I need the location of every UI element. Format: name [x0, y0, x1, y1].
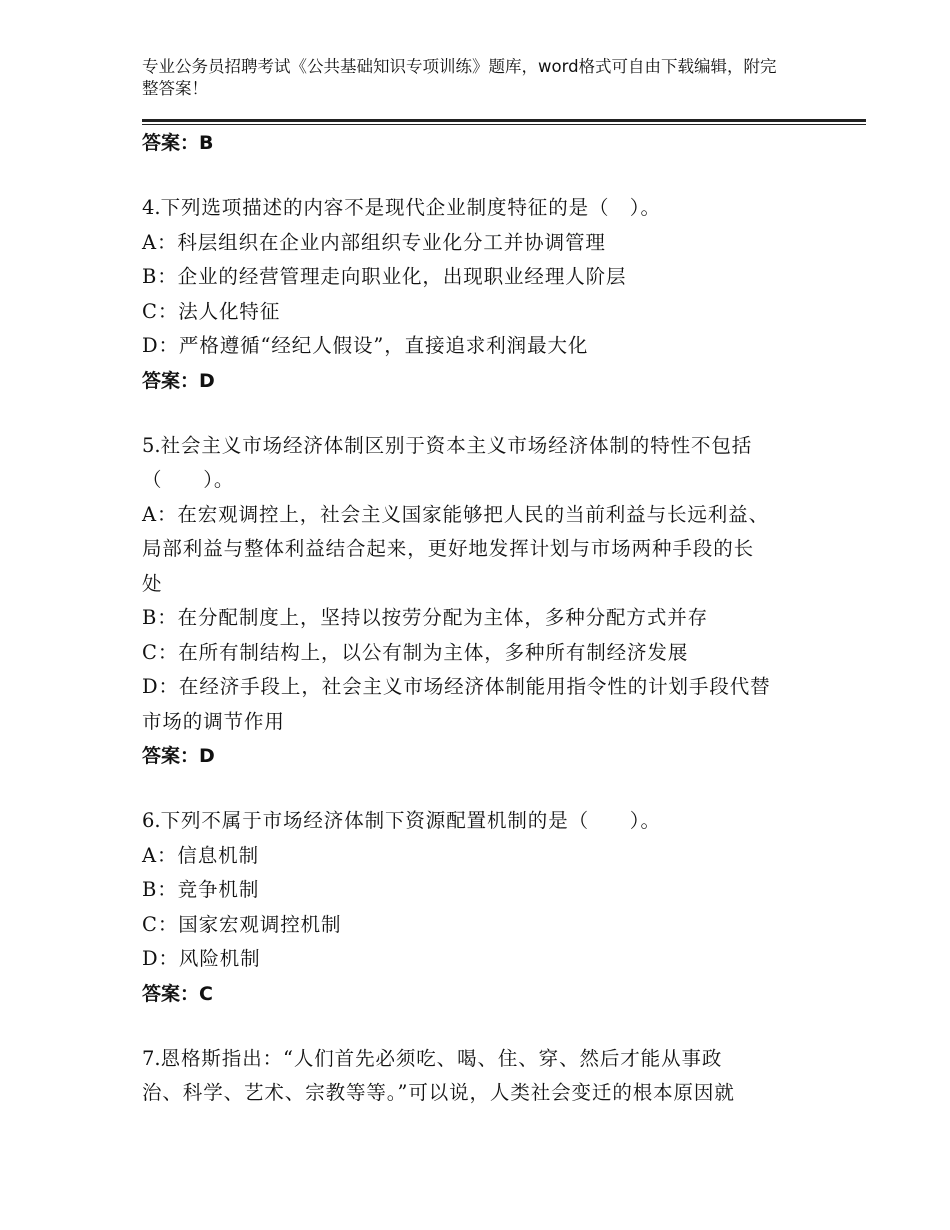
question-stem-line: [142, 463, 822, 498]
option-line: D：风险机制: [142, 947, 261, 970]
option-line: 局部利益与整体利益结合起来，更好地发挥计划与市场两种手段的长: [142, 537, 755, 560]
question-stem-text: 治、科学、艺术、宗教等等。”可以说，人类社会变迁的根本原因就: [142, 1081, 735, 1104]
answer-line: 答案：D: [142, 745, 215, 767]
option-line: C：国家宏观调控机制: [142, 912, 342, 936]
question-block: [142, 1042, 822, 1111]
option-line: D：在经济手段上，社会主义市场经济体制能用指令性的计划手段代替: [142, 675, 771, 698]
question-stem-line: [142, 1042, 822, 1077]
option-line: 市场的调节作用: [142, 709, 285, 733]
question-number: 5.: [142, 433, 161, 457]
question-stem-text: （ ）。: [142, 468, 235, 491]
answer-line: 答案：C: [142, 982, 213, 1005]
question-stem-text: 恩格斯指出：“人们首先必须吃、喝、住、穿、然后才能从事政: [160, 1046, 723, 1070]
option-line: A：信息机制: [142, 843, 259, 867]
question-list: [142, 126, 822, 1111]
question-number: 4.: [142, 196, 161, 219]
option-line: B：企业的经营管理走向职业化，出现职业经理人阶层: [142, 265, 627, 288]
option-line: D：严格遵循“经纪人假设”，直接追求利润最大化: [142, 334, 589, 357]
question-stem-line: [142, 429, 822, 464]
option-line: B：竞争机制: [142, 878, 260, 901]
page-header: 专业公务员招聘考试《公共基础知识专项训练》题库，word格式可自由下载编辑，附完整答案！: [142, 57, 777, 98]
header-rule-thin: [142, 124, 866, 125]
option-line: A：在宏观调控上，社会主义国家能够把人民的当前利益与长远利益、: [142, 502, 769, 526]
question-stem-text: 下列不属于市场经济体制下资源配置机制的是（ ）。: [160, 809, 661, 832]
question-stem-line: [142, 191, 822, 226]
option-line: B：在分配制度上，坚持以按劳分配为主体，多种分配方式并存: [142, 606, 709, 629]
answer-line: 答案：D: [142, 369, 215, 392]
question-block: [142, 429, 822, 774]
question-stem-text: 下列选项描述的内容不是现代企业制度特征的是（ ）。: [160, 196, 661, 219]
question-block: [142, 804, 822, 1011]
header-rule-thick: [142, 119, 866, 122]
question-stem-text: 社会主义市场经济体制区别于资本主义市场经济体制的特性不包括: [160, 433, 753, 457]
answer-line: 答案：B: [142, 132, 214, 154]
option-line: 处: [142, 571, 163, 595]
question-block: [142, 191, 822, 398]
question-stem-line: [142, 1076, 822, 1111]
option-line: C：在所有制结构上，以公有制为主体，多种所有制经济发展: [142, 640, 689, 664]
option-line: A：科层组织在企业内部组织专业化分工并协调管理: [142, 230, 606, 254]
question-number: 7.: [142, 1046, 161, 1070]
question-stem-line: [142, 804, 822, 839]
option-line: C：法人化特征: [142, 299, 281, 323]
question-number: 6.: [142, 809, 161, 832]
